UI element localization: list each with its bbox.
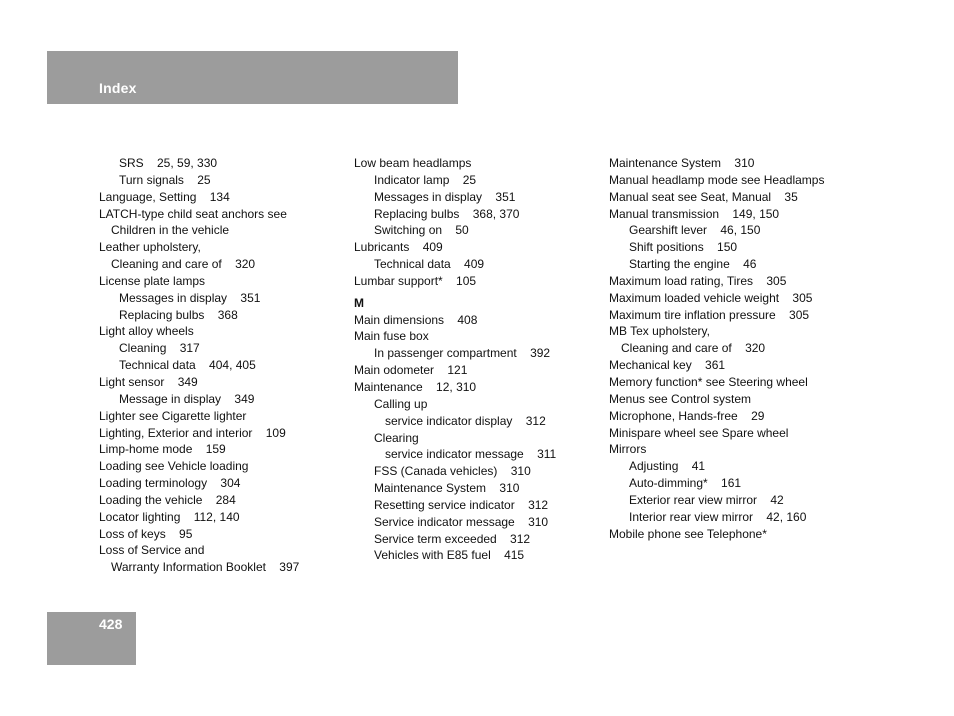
index-entry: Cleaning 317 bbox=[119, 341, 200, 356]
page-number: 428 bbox=[99, 616, 123, 632]
index-entry: Vehicles with E85 fuel 415 bbox=[374, 548, 525, 563]
index-entry: Main odometer 121 bbox=[354, 363, 468, 378]
index-entry: Maintenance System 310 bbox=[609, 156, 755, 170]
index-entry: FSS (Canada vehicles) 310 bbox=[374, 464, 531, 479]
index-entry: Clearing bbox=[374, 430, 419, 445]
index-entry: Technical data 409 bbox=[374, 257, 485, 272]
index-entry: Service indicator message 310 bbox=[374, 514, 549, 529]
index-entry: Mechanical key 361 bbox=[609, 358, 726, 373]
page-tab bbox=[47, 612, 136, 665]
index-entry: Microphone, Hands-free 29 bbox=[609, 408, 765, 423]
index-entry: Main dimensions 408 bbox=[354, 312, 478, 327]
index-entry: In passenger compartment 392 bbox=[374, 346, 551, 361]
index-entry: Switching on 50 bbox=[374, 223, 469, 238]
index-entry: Maintenance 12, 310 bbox=[354, 379, 477, 394]
index-entry: Loading see Vehicle loading bbox=[99, 459, 249, 474]
index-entry: Loading the vehicle 284 bbox=[99, 492, 236, 507]
index-entry: Loss of keys 95 bbox=[99, 526, 193, 541]
index-entry: Menus see Control system bbox=[609, 391, 752, 406]
index-column-2 bbox=[354, 155, 556, 564]
index-entry: SRS 25, 59, 330 bbox=[119, 156, 218, 170]
index-entry: Children in the vehicle bbox=[111, 223, 230, 238]
index-entry: Replacing bulbs 368, 370 bbox=[374, 206, 520, 221]
index-entry: Loss of Service and bbox=[99, 543, 205, 558]
index-entry: Lubricants 409 bbox=[354, 240, 443, 255]
index-entry: Main fuse box bbox=[354, 329, 429, 344]
page-title: Index bbox=[99, 80, 137, 96]
index-entry: Light sensor 349 bbox=[99, 374, 198, 389]
index-entry: service indicator display 312 bbox=[385, 413, 546, 428]
index-entry: Maximum loaded vehicle weight 305 bbox=[609, 290, 813, 305]
index-entry: Lumbar support* 105 bbox=[354, 273, 477, 288]
index-entry: Resetting service indicator 312 bbox=[374, 497, 549, 512]
index-entry: Message in display 349 bbox=[119, 391, 255, 406]
index-entry: Maintenance System 310 bbox=[374, 481, 520, 496]
index-entry: License plate lamps bbox=[99, 273, 206, 288]
index-entry: service indicator message 311 bbox=[385, 447, 557, 462]
index-entry: Shift positions 150 bbox=[629, 240, 738, 255]
index-column-3 bbox=[609, 155, 824, 542]
index-entry: LATCH-type child seat anchors see bbox=[99, 206, 287, 221]
index-entry: Cleaning and care of 320 bbox=[621, 341, 766, 356]
index-entry: Mirrors bbox=[609, 442, 647, 457]
index-entry: Manual transmission 149, 150 bbox=[609, 206, 780, 221]
index-entry: Interior rear view mirror 42, 160 bbox=[629, 509, 807, 524]
index-entry: Exterior rear view mirror 42 bbox=[629, 492, 784, 507]
index-entry: Loading terminology 304 bbox=[99, 476, 241, 491]
index-entry: Messages in display 351 bbox=[119, 290, 261, 305]
index-entry: Maximum tire inflation pressure 305 bbox=[609, 307, 810, 322]
index-entry: MB Tex upholstery, bbox=[609, 324, 710, 339]
index-letter-heading: M bbox=[354, 295, 364, 310]
index-entry: Leather upholstery, bbox=[99, 240, 201, 255]
index-entry: Limp-home mode 159 bbox=[99, 442, 226, 457]
index-entry: Messages in display 351 bbox=[374, 189, 516, 204]
index-entry: Manual headlamp mode see Headlamps bbox=[609, 172, 825, 187]
index-entry: Minispare wheel see Spare wheel bbox=[609, 425, 789, 440]
index-entry: Memory function* see Steering wheel bbox=[609, 374, 808, 389]
index-column-1 bbox=[99, 155, 299, 576]
index-entry: Light alloy wheels bbox=[99, 324, 194, 339]
index-entry: Mobile phone see Telephone* bbox=[609, 526, 767, 541]
index-entry: Service term exceeded 312 bbox=[374, 531, 531, 546]
index-entry: Cleaning and care of 320 bbox=[111, 257, 256, 272]
index-entry: Maximum load rating, Tires 305 bbox=[609, 273, 787, 288]
index-entry: Replacing bulbs 368 bbox=[119, 307, 238, 322]
index-entry: Turn signals 25 bbox=[119, 172, 211, 187]
index-entry: Warranty Information Booklet 397 bbox=[111, 560, 300, 575]
index-entry: Gearshift lever 46, 150 bbox=[629, 223, 761, 238]
index-entry: Locator lighting 112, 140 bbox=[99, 509, 240, 524]
index-entry: Indicator lamp 25 bbox=[374, 172, 477, 187]
header-bar bbox=[47, 51, 458, 104]
index-entry: Technical data 404, 405 bbox=[119, 358, 256, 373]
index-entry: Language, Setting 134 bbox=[99, 189, 230, 204]
index-entry: Lighter see Cigarette lighter bbox=[99, 408, 247, 423]
index-entry: Low beam headlamps bbox=[354, 156, 472, 170]
index-entry: Lighting, Exterior and interior 109 bbox=[99, 425, 286, 440]
index-entry: Manual seat see Seat, Manual 35 bbox=[609, 189, 798, 204]
index-entry: Calling up bbox=[374, 396, 428, 411]
index-entry: Adjusting 41 bbox=[629, 459, 706, 474]
index-entry: Starting the engine 46 bbox=[629, 257, 757, 272]
index-entry: Auto-dimming* 161 bbox=[629, 476, 742, 491]
